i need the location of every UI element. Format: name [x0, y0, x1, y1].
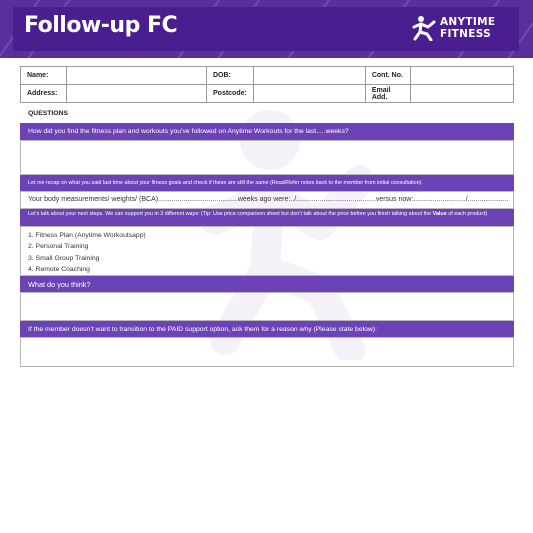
contact-number-label: Cont. No.	[365, 67, 410, 85]
list-item: 3. Small Group Training	[28, 254, 100, 262]
question-3-bar	[20, 209, 514, 226]
question-3-text: Let’s talk about your next steps. We can support you in 3 different ways: (Tip: Use price comparison sheet but don’t talk about the price before you finish talking about the Value of each product)	[28, 211, 488, 217]
question-1-bar	[20, 123, 514, 140]
address-label: Address:	[21, 85, 67, 103]
question-2-bar	[20, 175, 514, 191]
list-item: 1. Fitness Plan (Anytime Workoutsapp)	[28, 232, 146, 239]
header-banner	[0, 0, 533, 58]
page-title: Follow-up FC	[24, 13, 178, 38]
logo-line-1: ANYTIME	[440, 16, 496, 28]
dob-label: DOB:	[207, 67, 254, 85]
question-4-text: What do you think?	[28, 279, 91, 289]
email-label: Email Add.	[365, 85, 410, 103]
dob-field[interactable]	[253, 67, 365, 85]
question-5-text: If the member doesn’t want to transition to the PAID support option, ask them for a reason why (Please state below):	[28, 325, 377, 333]
question-2-text: Let me recap on what you said last time about your fitness goals and check if these are still the same (Read/Refer notes back to the member from initial consultation).	[28, 180, 423, 186]
address-field[interactable]	[67, 85, 207, 103]
anytime-fitness-logo	[412, 15, 508, 43]
email-field[interactable]	[410, 85, 513, 103]
question-3-value-word: Value	[432, 211, 447, 217]
name-label: Name:	[21, 67, 67, 85]
question-4-answer-box[interactable]	[20, 292, 514, 321]
running-man-icon	[412, 15, 436, 41]
question-1-answer-box[interactable]	[20, 140, 514, 175]
contact-number-field[interactable]	[410, 67, 513, 85]
logo-line-2: FITNESS	[440, 28, 491, 40]
list-item: 4. Remote Coaching	[28, 266, 90, 274]
question-5-answer-box[interactable]	[20, 337, 514, 367]
question-1-text: How did you find the fitness plan and workouts you’ve followed on Anytime Workouts for the last.....weeks?	[28, 128, 349, 135]
question-4-bar	[20, 276, 514, 292]
measurements-line: Your body measurements/ weights/ (BCA).........................................weeks ago were:../.........................................versus now:.........................../.....................	[28, 196, 509, 203]
name-field[interactable]	[67, 67, 207, 85]
list-item: 2. Personal Training	[28, 243, 89, 251]
question-5-bar	[20, 321, 514, 337]
questions-heading: QUESTIONS	[28, 110, 69, 117]
support-options-list	[28, 230, 146, 276]
member-details-table	[20, 66, 514, 103]
postcode-label: Postcode:	[207, 85, 254, 103]
